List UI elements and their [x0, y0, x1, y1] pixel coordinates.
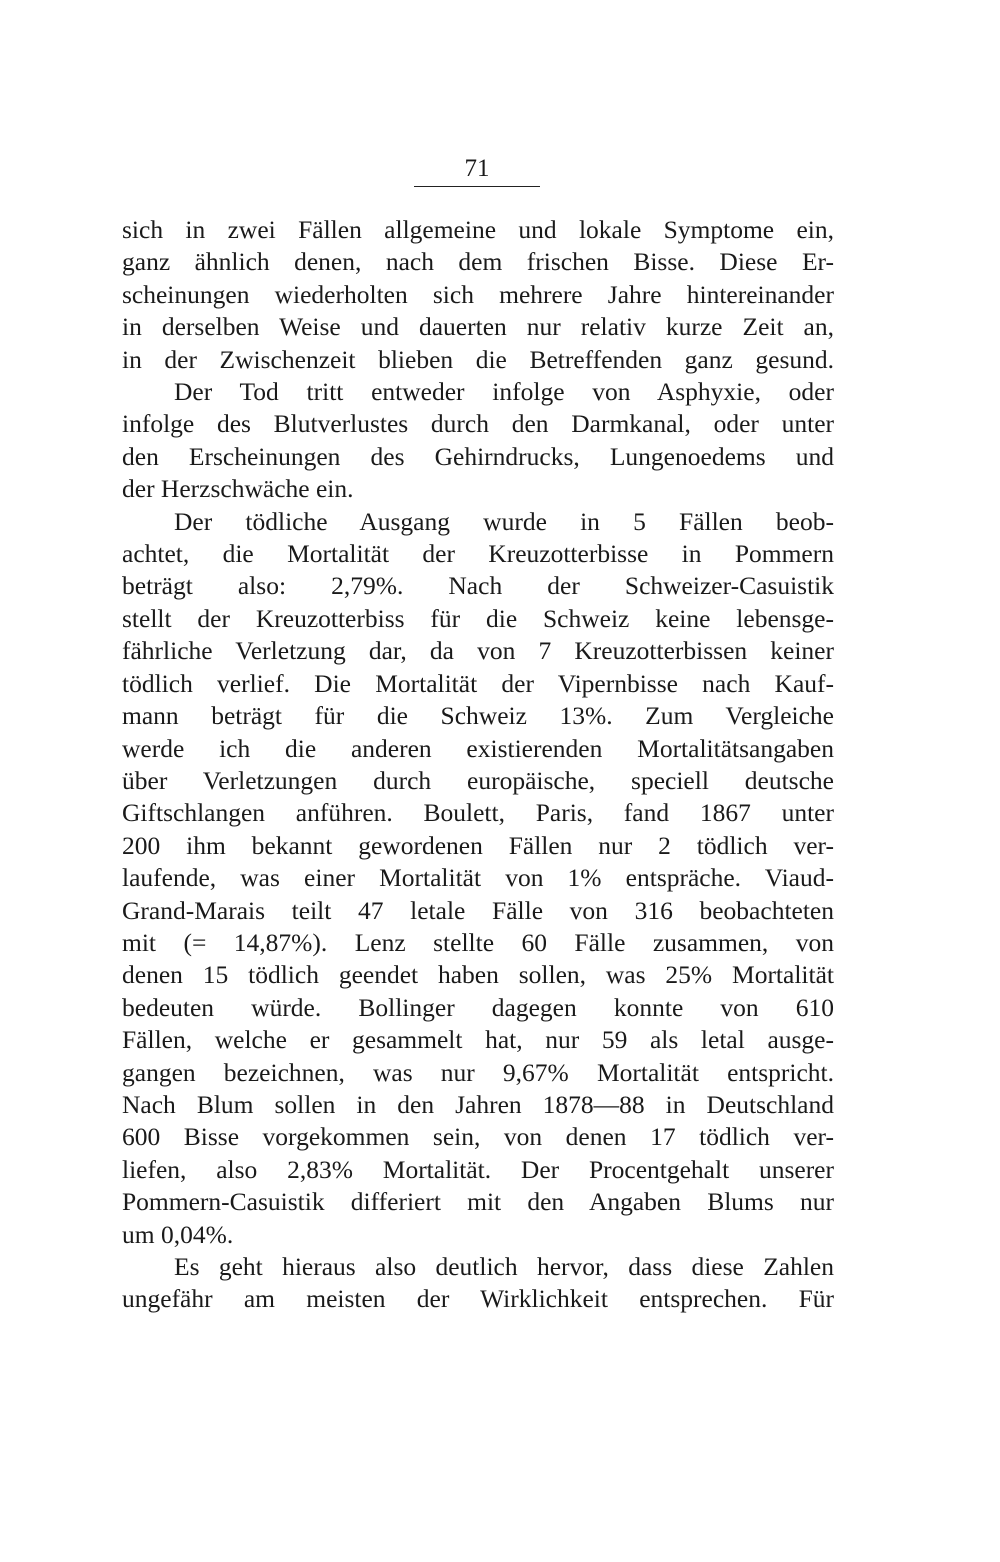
text-line: gangen bezeichnen, was nur 9,67% Mortalität entspricht. [122, 1057, 834, 1087]
text-line: 200 ihm bekannt gewordenen Fällen nur 2 tödlich ver- [122, 830, 834, 860]
text-line: achtet, die Mortalität der Kreuzotterbisse in Pommern [122, 539, 834, 569]
text-line: Nach Blum sollen in den Jahren 1878—88 in Deutschland [122, 1089, 834, 1119]
text-line: ungefähr am meisten der Wirklichkeit entsprechen. Für [122, 1284, 834, 1314]
text-line: bedeuten würde. Bollinger dagegen konnte von 610 [122, 992, 834, 1022]
text-line: scheinungen wiederholten sich mehrere Jahre hintereinander [122, 279, 834, 309]
text-line: stellt der Kreuzotterbiss für die Schweiz keine lebensge- [122, 603, 834, 633]
paragraph-end-line: um 0,04%. [122, 1219, 234, 1249]
text-line: Fällen, welche er gesammelt hat, nur 59 als letal ausge- [122, 1025, 834, 1055]
text-line: Giftschlangen anführen. Boulett, Paris, fand 1867 unter [122, 798, 834, 828]
text-line: werde ich die anderen existierenden Mortalitätsangaben [122, 733, 834, 763]
text-line: laufende, was einer Mortalität von 1% entspräche. Viaud- [122, 863, 834, 893]
text-line: mann beträgt für die Schweiz 13%. Zum Vergleiche [122, 701, 834, 731]
text-line: infolge des Blutverlustes durch den Darmkanal, oder unter [122, 409, 834, 439]
text-line: Pommern-Casuistik differiert mit den Angaben Blums nur [122, 1187, 834, 1217]
text-line: Grand-Marais teilt 47 letale Fälle von 316 beobachteten [122, 895, 834, 925]
paragraph-start-line: Der Tod tritt entweder infolge von Asphyxie, oder [174, 377, 834, 407]
text-line: über Verletzungen durch europäische, speciell deutsche [122, 765, 834, 795]
text-line: liefen, also 2,83% Mortalität. Der Procentgehalt unserer [122, 1154, 834, 1184]
text-line: sich in zwei Fällen allgemeine und lokale Symptome ein, [122, 215, 834, 244]
page-number: 71 [414, 152, 540, 187]
text-line: in der Zwischenzeit blieben die Betreffenden ganz gesund. [122, 344, 834, 374]
text-line: beträgt also: 2,79%. Nach der Schweizer-Casuistik [122, 571, 834, 601]
paragraph-end-line: der Herzschwäche ein. [122, 474, 354, 504]
text-line: tödlich verlief. Die Mortalität der Vipernbisse nach Kauf- [122, 668, 834, 698]
paragraph-start-line: Der tödliche Ausgang wurde in 5 Fällen beob- [174, 506, 834, 536]
body-text [122, 214, 834, 1316]
text-line: 600 Bisse vorgekommen sein, von denen 17 tödlich ver- [122, 1122, 834, 1152]
text-line: in derselben Weise und dauerten nur relativ kurze Zeit an, [122, 312, 834, 342]
paragraph-start-line: Es geht hieraus also deutlich hervor, dass diese Zahlen [174, 1252, 834, 1281]
text-line: mit (= 14,87%). Lenz stellte 60 Fälle zusammen, von [122, 927, 834, 957]
text-line: den Erscheinungen des Gehirndrucks, Lungenoedems und [122, 441, 834, 471]
text-line: fährliche Verletzung dar, da von 7 Kreuzotterbissen keiner [122, 636, 834, 666]
text-line: denen 15 tödlich geendet haben sollen, was 25% Mortalität [122, 960, 834, 990]
text-line: ganz ähnlich denen, nach dem frischen Bisse. Diese Er- [122, 247, 834, 277]
